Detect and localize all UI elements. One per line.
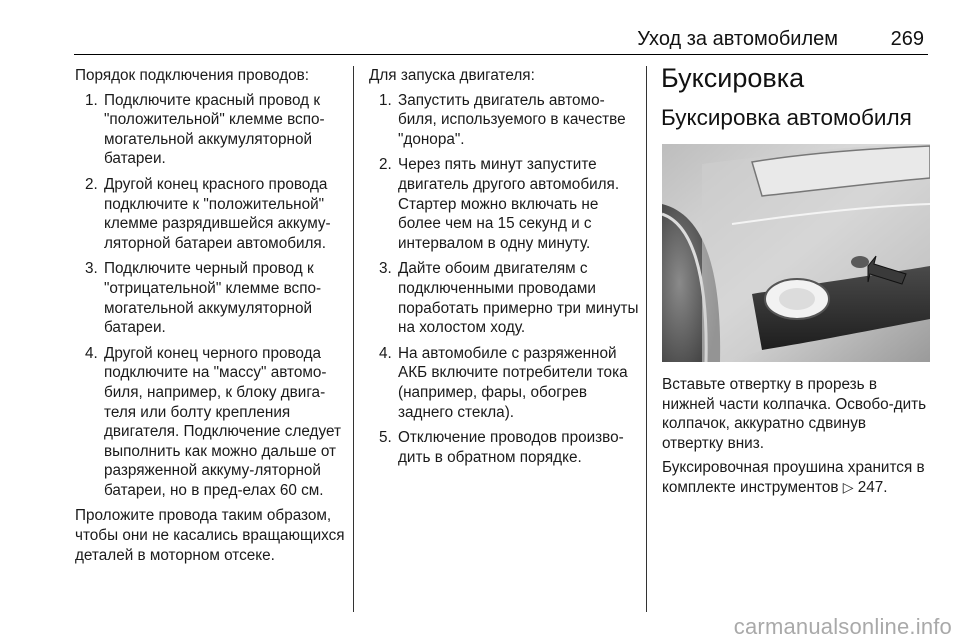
list-item: 4. Другой конец черного провода подключите на "массу" автомо-биля, например, к блоку двига-теля или болту крепления двигателя. Подключение следует выполнить как можно дальше от разряженной аккуму-ляторной батареи, но в пред-елах 60 см. <box>85 344 341 499</box>
page-reference[interactable]: 247. <box>857 478 888 496</box>
section-heading: Буксировка <box>661 63 805 93</box>
triangle-right-icon: ▷ <box>842 478 854 495</box>
page-title: Уход за автомобилем <box>637 28 838 50</box>
instruction-text: Вставьте отвертку в прорезь в нижней части колпачка. Освобо-дить колпачок, аккуратно сдвинув отвертку вниз. <box>662 376 927 452</box>
watermark: carmanualsonline.info <box>733 614 952 639</box>
column-right <box>661 63 930 503</box>
list-item: 2. Другой конец красного провода подключите к "положительной" клемме разрядившейся аккуму-ляторной батареи автомобиля. <box>85 175 331 252</box>
subsection-heading: Буксировка автомобиля <box>661 105 912 130</box>
column-middle <box>369 66 641 473</box>
page-number: 269 <box>890 28 924 50</box>
start-intro: Для запуска двигателя: <box>369 67 535 84</box>
tow-eye-note: Буксировочная проушина хранится в комплекте инструментов ▷ 247. <box>662 459 925 496</box>
connection-outro: Проложите провода таким образом, чтобы они не касались вращающихся деталей в моторном отсеке. <box>75 507 345 564</box>
list-item: 3. Дайте обоим двигателям с подключенными проводами поработать примерно три минуты на холостом ходу. <box>379 260 639 337</box>
list-item: 5. Отключение проводов произво-дить в обратном порядке. <box>379 429 624 466</box>
list-item: 2. Через пять минут запустите двигатель другого автомобиля. Стартер можно включать не более чем на 15 секунд и с интервалом в одну минуту. <box>379 156 620 252</box>
column-left <box>75 66 345 570</box>
list-item: 3. Подключите черный провод к "отрицательной" клемме вспо-могательной аккумуляторной батареи. <box>85 260 322 337</box>
bumper-cap-photo <box>662 144 930 362</box>
start-steps <box>369 91 641 468</box>
page-header <box>74 26 928 55</box>
connection-intro: Порядок подключения проводов: <box>75 67 310 84</box>
column-divider <box>353 66 354 612</box>
list-item: 1. Запустить двигатель автомо-биля, используемого в качестве "донора". <box>379 91 626 148</box>
connection-steps <box>75 91 345 501</box>
list-item: 4. На автомобиле с разряженной АКБ включите потребители тока (например, фары, обогрев заднего стекла). <box>379 344 628 421</box>
list-item: 1. Подключите красный провод к "положительной" клемме вспо-могательной аккумуляторной батареи. <box>85 91 325 168</box>
column-divider <box>646 66 647 612</box>
